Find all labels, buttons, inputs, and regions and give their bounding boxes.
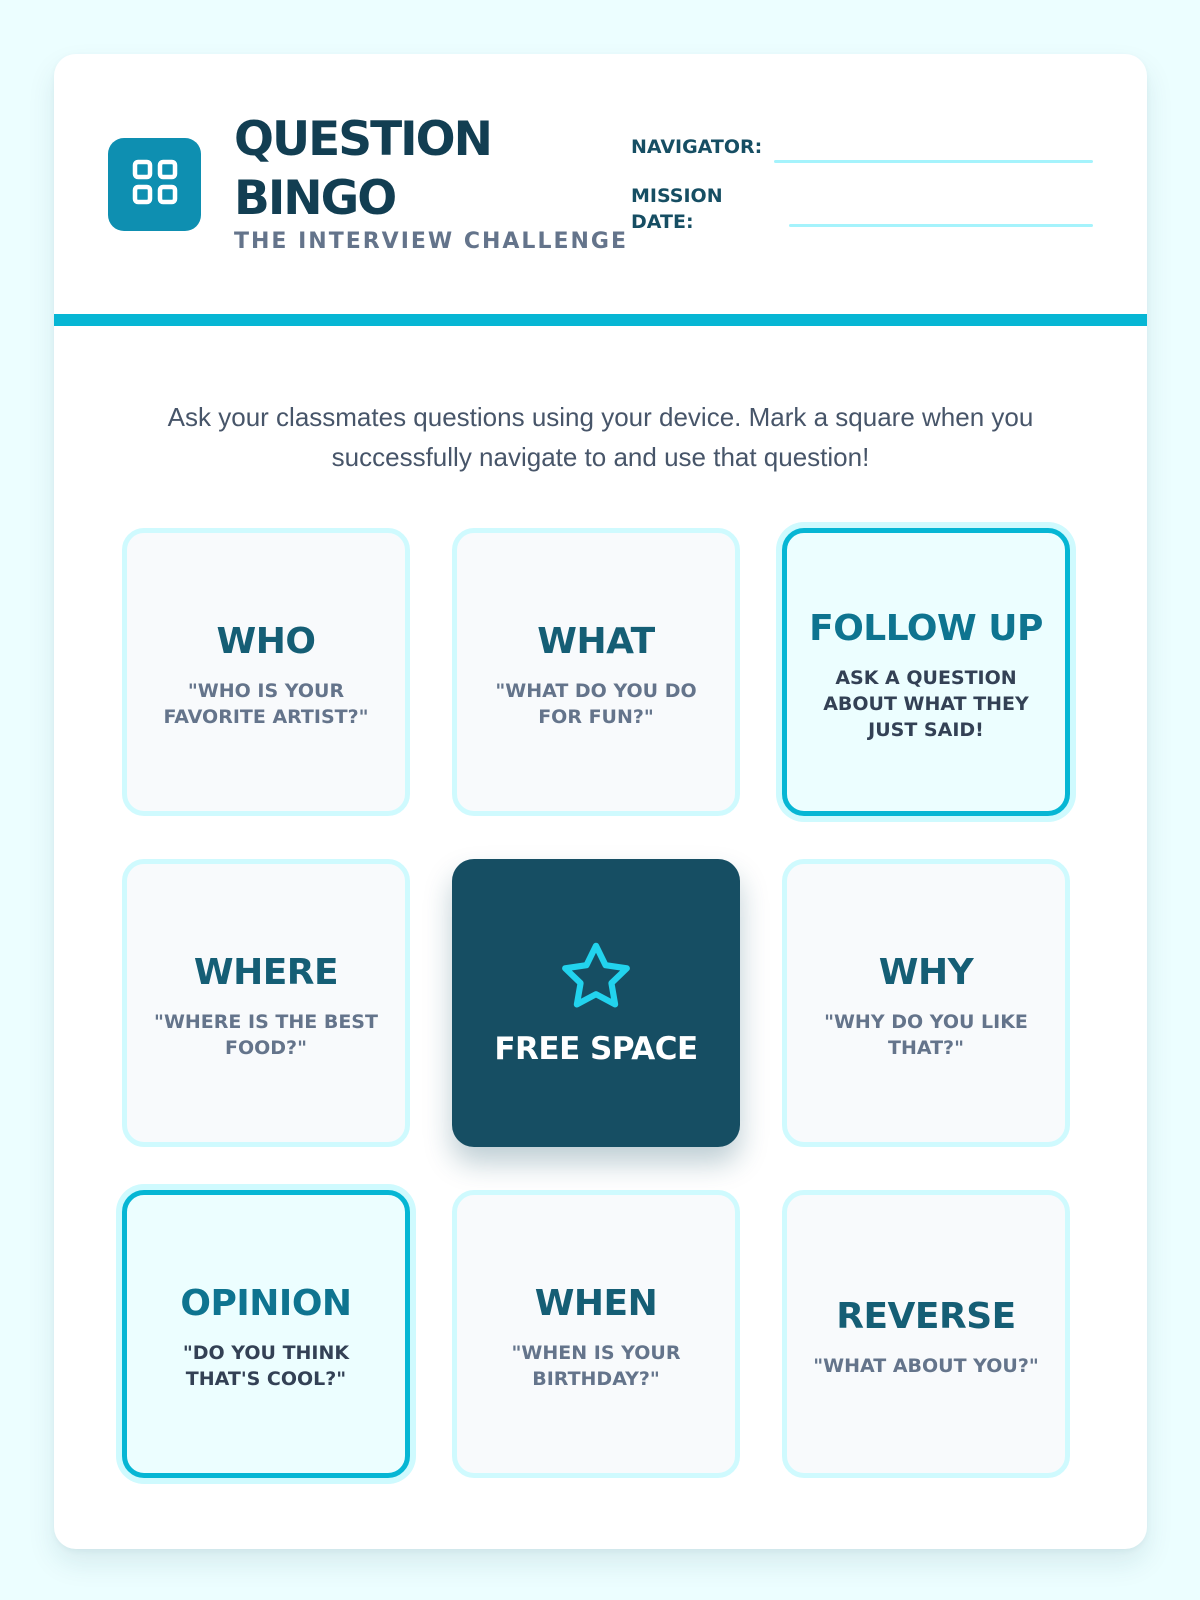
bingo-cell-reverse[interactable] [782,1190,1070,1478]
cell-prompt: "WHAT DO YOU DO FOR FUN?" [495,679,697,728]
mission-date-label-line-1: MISSION [631,185,723,207]
free-space-label: FREE SPACE [494,1031,698,1067]
cell-title: WHY [878,951,974,993]
logo [108,138,201,231]
cell-title: REVERSE [836,1295,1016,1337]
bingo-cell-where[interactable] [122,859,410,1147]
bingo-cell-opinion[interactable] [122,1190,410,1478]
bingo-cell-why[interactable] [782,859,1070,1147]
bingo-grid [122,528,1066,1472]
mission-date-label-line-2: DATE: [631,211,694,233]
cell-title: WHO [216,620,316,662]
bingo-cell-follow-up[interactable] [782,528,1070,816]
cell-title: WHERE [193,951,339,993]
bingo-cell-when[interactable] [452,1190,740,1478]
cell-prompt: "DO YOU THINK THAT'S COOL?" [182,1341,350,1390]
mission-date-field[interactable] [789,224,1093,227]
cell-prompt: "WHERE IS THE BEST FOOD?" [154,1010,378,1059]
cell-title: OPINION [180,1282,352,1324]
navigator-label: NAVIGATOR: [631,136,763,158]
cell-title: WHAT [537,620,655,662]
bingo-cell-who[interactable] [122,528,410,816]
bingo-card [54,54,1147,1549]
bingo-cell-free-space[interactable] [452,859,740,1147]
cell-prompt: "WHAT ABOUT YOU?" [813,1354,1039,1377]
cell-prompt: "WHY DO YOU LIKE THAT?" [824,1010,1028,1059]
instructions-text: Ask your classmates questions using your device. Mark a square when you successfully navigate to and use that question! [167,402,1034,472]
cell-prompt: "WHEN IS YOUR BIRTHDAY?" [511,1341,681,1390]
navigator-field[interactable] [774,160,1093,163]
cell-prompt: ASK A QUESTION ABOUT WHAT THEY JUST SAID! [823,666,1029,741]
card-header [54,54,1147,314]
bingo-cell-what[interactable] [452,528,740,816]
page-subtitle: THE INTERVIEW CHALLENGE [234,229,628,254]
cell-title: WHEN [534,1282,658,1324]
page-title-line-2: BINGO [234,171,396,226]
header-divider [54,314,1147,326]
grid-icon [131,158,179,211]
cell-prompt: "WHO IS YOUR FAVORITE ARTIST?" [163,679,369,728]
cell-title: FOLLOW UP [809,607,1043,649]
star-icon [557,939,635,1013]
page-title-line-1: QUESTION [234,112,491,167]
